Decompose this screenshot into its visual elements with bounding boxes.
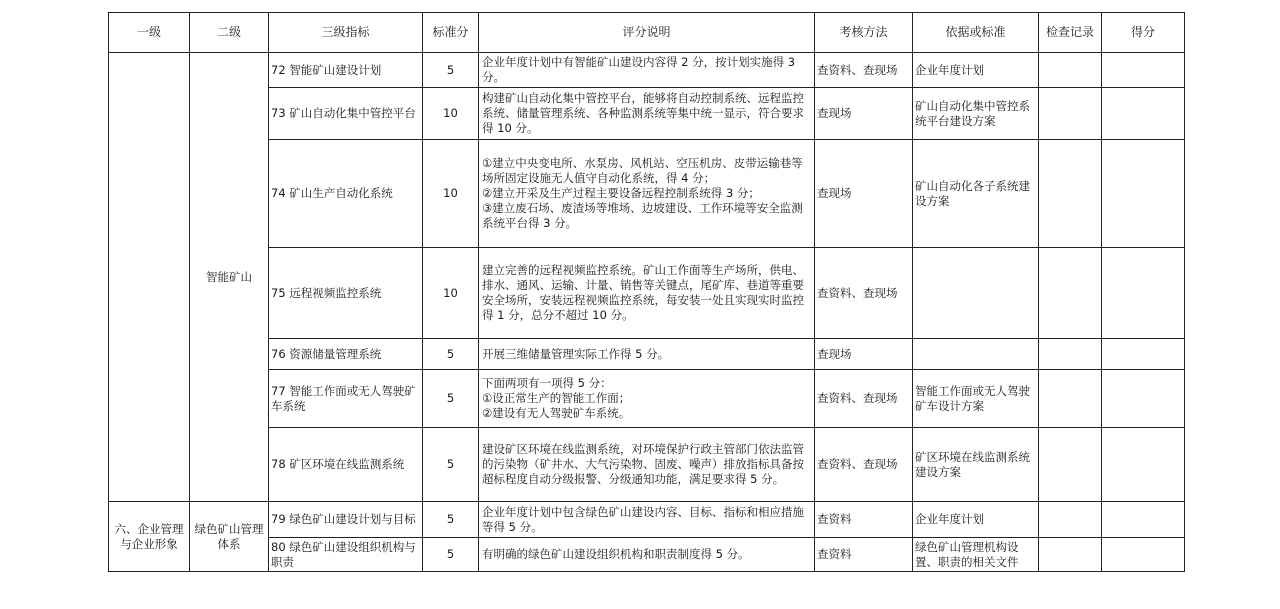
indicator-cell: 73 矿山自动化集中管控平台 xyxy=(269,88,423,140)
method-cell: 查资料 xyxy=(815,538,913,572)
level1-cell-empty xyxy=(109,53,190,502)
score-cell xyxy=(1102,339,1185,370)
description-cell: 企业年度计划中包含绿色矿山建设内容、目标、指标和相应措施等得 5 分。 xyxy=(479,502,815,538)
col-level3: 三级指标 xyxy=(269,13,423,53)
description-cell: ①建立中央变电所、水泵房、风机站、空压机房、皮带运输巷等场所固定设施无人值守自动化系统，得 4 分； ②建立开采及生产过程主要设备远程控制系统得 3 分； ③建立废石场、废渣场等堆场、边坡建设、工作环境等安全监测系统平台得 3 分。 xyxy=(479,140,815,248)
basis-cell: 企业年度计划 xyxy=(913,502,1039,538)
score-cell xyxy=(1102,53,1185,88)
table-row xyxy=(109,428,1185,502)
header-row xyxy=(109,13,1185,53)
table-row xyxy=(109,370,1185,428)
method-cell: 查现场 xyxy=(815,339,913,370)
group-green-mgmt: 绿色矿山管理体系 xyxy=(190,502,269,572)
col-method: 考核方法 xyxy=(815,13,913,53)
record-cell xyxy=(1039,140,1102,248)
indicator-cell: 76 资源储量管理系统 xyxy=(269,339,423,370)
score-cell xyxy=(1102,248,1185,339)
score-cell xyxy=(1102,140,1185,248)
method-cell: 查资料 xyxy=(815,502,913,538)
col-description: 评分说明 xyxy=(479,13,815,53)
basis-cell xyxy=(913,339,1039,370)
table-row xyxy=(109,88,1185,140)
std-score-cell: 5 xyxy=(423,339,479,370)
indicator-cell: 77 智能工作面或无人驾驶矿车系统 xyxy=(269,370,423,428)
table-row xyxy=(109,53,1185,88)
scoring-sheet xyxy=(108,12,1185,572)
record-cell xyxy=(1039,370,1102,428)
std-score-cell: 5 xyxy=(423,538,479,572)
record-cell xyxy=(1039,538,1102,572)
description-cell: 企业年度计划中有智能矿山建设内容得 2 分，按计划实施得 3 分。 xyxy=(479,53,815,88)
basis-cell: 企业年度计划 xyxy=(913,53,1039,88)
indicator-cell: 72 智能矿山建设计划 xyxy=(269,53,423,88)
method-cell: 查资料、查现场 xyxy=(815,53,913,88)
score-cell xyxy=(1102,88,1185,140)
indicator-cell: 79 绿色矿山建设计划与目标 xyxy=(269,502,423,538)
table-row xyxy=(109,538,1185,572)
indicator-cell: 74 矿山生产自动化系统 xyxy=(269,140,423,248)
description-cell: 有明确的绿色矿山建设组织机构和职责制度得 5 分。 xyxy=(479,538,815,572)
table-row xyxy=(109,339,1185,370)
record-cell xyxy=(1039,88,1102,140)
method-cell: 查资料、查现场 xyxy=(815,248,913,339)
std-score-cell: 5 xyxy=(423,370,479,428)
basis-cell xyxy=(913,248,1039,339)
col-score-std: 标准分 xyxy=(423,13,479,53)
basis-cell: 智能工作面或无人驾驶矿车设计方案 xyxy=(913,370,1039,428)
group-smart-mine: 智能矿山 xyxy=(190,53,269,502)
record-cell xyxy=(1039,248,1102,339)
basis-cell: 绿色矿山管理机构设置、职责的相关文件 xyxy=(913,538,1039,572)
description-cell: 构建矿山自动化集中管控平台，能够将自动控制系统、远程监控系统、储量管理系统、各种监测系统等集中统一显示，符合要求得 10 分。 xyxy=(479,88,815,140)
indicator-cell: 80 绿色矿山建设组织机构与职责 xyxy=(269,538,423,572)
basis-cell: 矿山自动化各子系统建设方案 xyxy=(913,140,1039,248)
indicator-cell: 75 远程视频监控系统 xyxy=(269,248,423,339)
std-score-cell: 10 xyxy=(423,248,479,339)
std-score-cell: 5 xyxy=(423,53,479,88)
record-cell xyxy=(1039,502,1102,538)
std-score-cell: 5 xyxy=(423,502,479,538)
score-cell xyxy=(1102,428,1185,502)
method-cell: 查现场 xyxy=(815,88,913,140)
record-cell xyxy=(1039,339,1102,370)
method-cell: 查资料、查现场 xyxy=(815,370,913,428)
col-basis: 依据或标准 xyxy=(913,13,1039,53)
indicator-cell: 78 矿区环境在线监测系统 xyxy=(269,428,423,502)
score-cell xyxy=(1102,502,1185,538)
table-row xyxy=(109,248,1185,339)
score-cell xyxy=(1102,370,1185,428)
table-row xyxy=(109,140,1185,248)
description-cell: 下面两项有一项得 5 分： ①设正常生产的智能工作面； ②建设有无人驾驶矿车系统。 xyxy=(479,370,815,428)
record-cell xyxy=(1039,428,1102,502)
description-cell: 开展三维储量管理实际工作得 5 分。 xyxy=(479,339,815,370)
std-score-cell: 10 xyxy=(423,88,479,140)
basis-cell: 矿区环境在线监测系统建设方案 xyxy=(913,428,1039,502)
basis-cell: 矿山自动化集中管控系统平台建设方案 xyxy=(913,88,1039,140)
scoring-table xyxy=(108,12,1185,572)
table-row xyxy=(109,502,1185,538)
section-six-label: 六、企业管理与企业形象 xyxy=(109,502,190,572)
description-cell: 建立完善的远程视频监控系统。矿山工作面等生产场所，供电、排水、通风、运输、计量、销售等关键点，尾矿库、巷道等重要安全场所，安装远程视频监控系统，每安装一处且实现实时监控得 1 分，总分不超过 10 分。 xyxy=(479,248,815,339)
col-score: 得分 xyxy=(1102,13,1185,53)
std-score-cell: 5 xyxy=(423,428,479,502)
col-level2: 二级 xyxy=(190,13,269,53)
description-cell: 建设矿区环境在线监测系统，对环境保护行政主管部门依法监管的污染物（矿井水、大气污染物、固废、噪声）排放指标具备按超标程度自动分级报警、分级通知功能，满足要求得 5 分。 xyxy=(479,428,815,502)
score-cell xyxy=(1102,538,1185,572)
col-record: 检查记录 xyxy=(1039,13,1102,53)
record-cell xyxy=(1039,53,1102,88)
method-cell: 查资料、查现场 xyxy=(815,428,913,502)
col-level1: 一级 xyxy=(109,13,190,53)
method-cell: 查现场 xyxy=(815,140,913,248)
std-score-cell: 10 xyxy=(423,140,479,248)
